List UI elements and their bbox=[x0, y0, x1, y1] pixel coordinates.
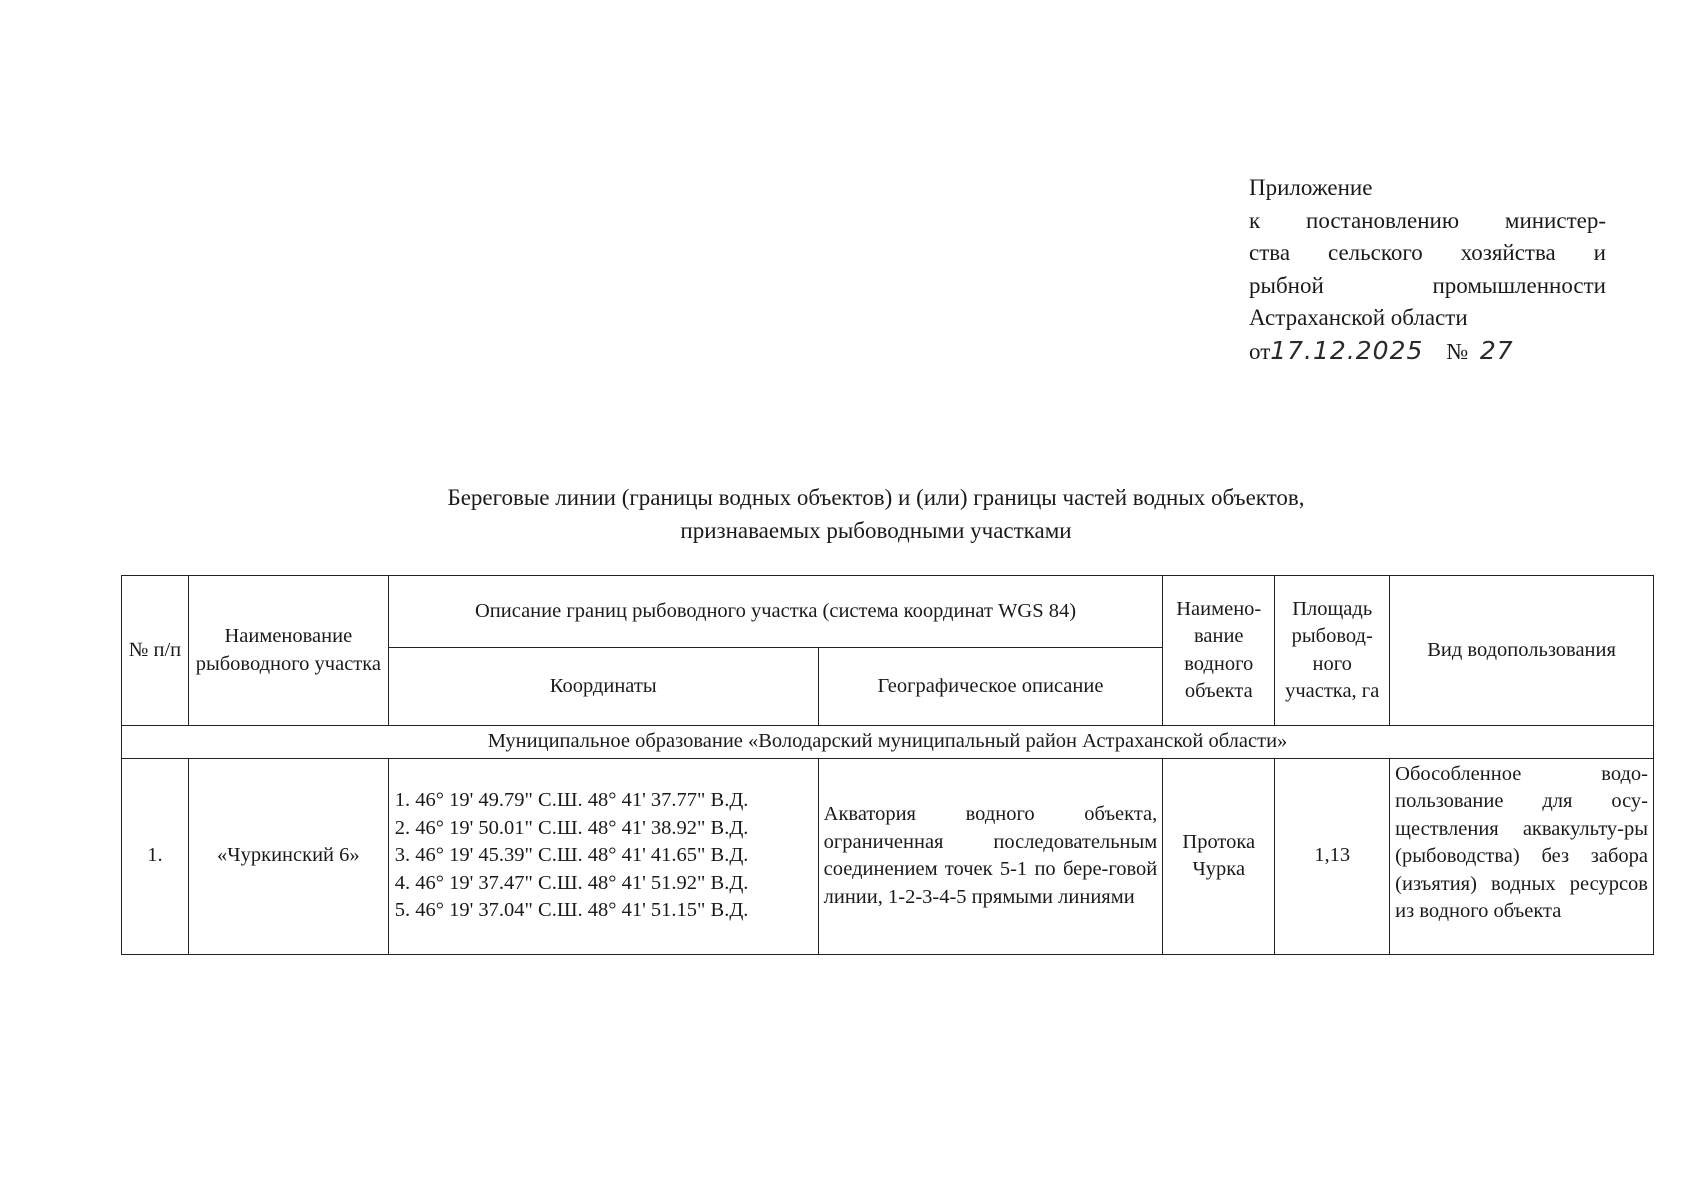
annex-line-1: к постановлению министер- bbox=[1249, 207, 1606, 233]
header-usage: Вид водопользования bbox=[1390, 576, 1654, 726]
header-geo-description: Географическое описание bbox=[818, 648, 1163, 726]
table-row bbox=[122, 758, 1654, 954]
section-municipality: Муниципальное образование «Володарский муниципальный район Астраханской области» bbox=[122, 726, 1654, 759]
section-row bbox=[122, 726, 1654, 759]
row-site-name: «Чуркинский 6» bbox=[188, 758, 388, 954]
coordinate-point: 5. 46° 19' 37.04" С.Ш. 48° 41' 51.15" В.Д. bbox=[394, 899, 749, 922]
header-num: № п/п bbox=[122, 576, 189, 726]
annex-block bbox=[1249, 172, 1606, 368]
row-coordinates bbox=[388, 758, 818, 954]
fish-farming-sites-table bbox=[121, 575, 1654, 955]
number-prefix: № bbox=[1446, 338, 1469, 364]
header-coordinates: Координаты bbox=[388, 648, 818, 726]
header-description: Описание границ рыбоводного участка (система координат WGS 84) bbox=[388, 576, 1163, 648]
annex-line-3: рыбной промышленности bbox=[1249, 272, 1606, 298]
coordinate-point: 3. 46° 19' 45.39" С.Ш. 48° 41' 41.65" В.Д. bbox=[394, 844, 749, 867]
heading-line-1: Береговые линии (границы водных объектов) и (или) границы частей водных объектов, bbox=[447, 485, 1305, 510]
heading-line-2: признаваемых рыбоводными участками bbox=[680, 517, 1072, 543]
annex-date-line bbox=[1249, 335, 1606, 369]
header-row-1 bbox=[122, 576, 1654, 648]
header-name: Наименование рыбоводного участка bbox=[188, 576, 388, 726]
row-usage: Обособленное водо-пользование для осу-ществления аквакульту-ры (рыбоводства) без забора (изъятия) водных ресурсов из водного объекта bbox=[1390, 758, 1654, 954]
row-num: 1. bbox=[122, 758, 189, 954]
annex-line-4: Астраханской области bbox=[1249, 305, 1468, 330]
coordinate-point: 1. 46° 19' 49.79" С.Ш. 48° 41' 37.77" В.Д. bbox=[394, 789, 749, 812]
document-heading bbox=[120, 482, 1632, 547]
header-water-body: Наимено-вание водного объекта bbox=[1163, 576, 1275, 726]
row-area: 1,13 bbox=[1275, 758, 1390, 954]
row-geo-description: Акватория водного объекта, ограниченная последовательным соединением точек 5-1 по бере-говой линии, 1-2-3-4-5 прямыми линиями bbox=[818, 758, 1163, 954]
date-prefix: от bbox=[1249, 338, 1271, 364]
handwritten-date: 17.12.2025 bbox=[1270, 335, 1424, 365]
coordinate-point: 2. 46° 19' 50.01" С.Ш. 48° 41' 38.92" В.Д. bbox=[394, 816, 749, 839]
coordinate-point: 4. 46° 19' 37.47" С.Ш. 48° 41' 51.92" В.Д. bbox=[394, 871, 749, 894]
handwritten-number: 27 bbox=[1479, 335, 1514, 365]
row-water-body: Протока Чурка bbox=[1163, 758, 1275, 954]
annex-line-2: ства сельского хозяйства и bbox=[1249, 240, 1606, 265]
header-area: Площадь рыбовод-ного участка, га bbox=[1275, 576, 1390, 726]
annex-title: Приложение bbox=[1249, 175, 1373, 200]
